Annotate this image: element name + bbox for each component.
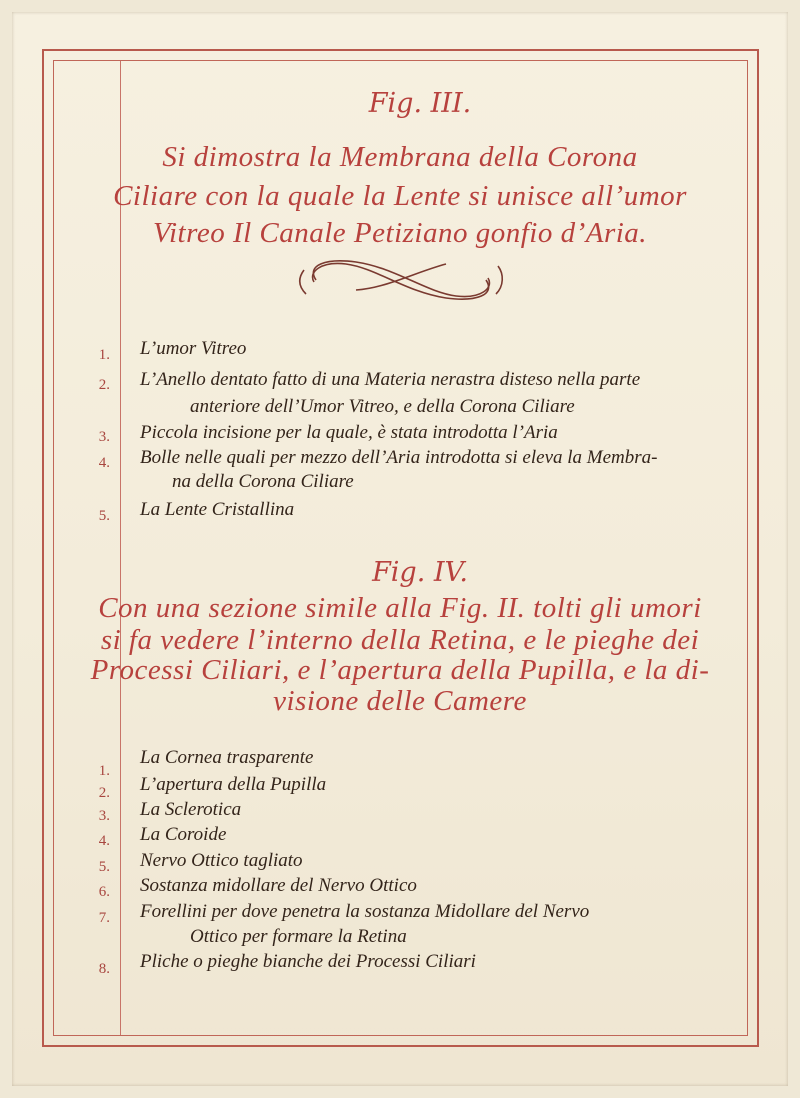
fig4-item-number: 3. bbox=[98, 808, 110, 824]
fig3-item-text: La Lente Cristallina bbox=[140, 499, 295, 520]
fig3-heading-line-2: Ciliare con la quale la Lente si unisce all’umor bbox=[113, 180, 687, 212]
fig4-item-number: 2. bbox=[98, 785, 110, 801]
fig3-heading-line-1: Si dimostra la Membrana della Corona bbox=[162, 141, 638, 173]
fig3-item-number: 3. bbox=[98, 429, 110, 445]
fig3-item-number: 2. bbox=[98, 377, 110, 393]
fig3-item-text: L’umor Vitreo bbox=[140, 338, 247, 359]
fig3-title: Fig. III. bbox=[368, 88, 472, 119]
fig3-item-number: 4. bbox=[98, 455, 110, 471]
fig4-item-text: La Coroide bbox=[140, 824, 227, 845]
fig3-item-text: Piccola incisione per la quale, è stata introdotta l’Aria bbox=[140, 422, 558, 443]
fig4-item-number: 7. bbox=[98, 910, 110, 926]
fig4-heading-line-1: Con una sezione simile alla Fig. II. tolti gli umori bbox=[98, 592, 702, 624]
fig3-item-text: L’Anello dentato fatto di una Materia nerastra disteso nella parte bbox=[140, 369, 641, 390]
fig4-item-number: 4. bbox=[98, 833, 110, 849]
fig4-heading-line-2: si fa vedere l’interno della Retina, e le pieghe dei bbox=[100, 624, 700, 656]
fig3-item-number: 1. bbox=[98, 347, 110, 363]
fig4-item-text-cont: Ottico per formare la Retina bbox=[190, 926, 407, 947]
calligraphic-flourish-icon bbox=[296, 250, 506, 310]
fig4-item-number: 5. bbox=[98, 859, 110, 875]
fig4-item-text: Sostanza midollare del Nervo Ottico bbox=[140, 875, 417, 896]
fig4-title: Fig. IV. bbox=[372, 557, 468, 588]
fig4-item-text: La Cornea trasparente bbox=[140, 747, 314, 768]
fig4-item-number: 1. bbox=[98, 763, 110, 779]
fig4-item-text: Pliche o pieghe bianche dei Processi Ciliari bbox=[140, 951, 476, 972]
fig3-item-text-cont: na della Corona Ciliare bbox=[172, 471, 354, 492]
fig4-item-text: Forellini per dove penetra la sostanza Midollare del Nervo bbox=[140, 901, 590, 922]
fig3-item-text-cont: anteriore dell’Umor Vitreo, e della Corona Ciliare bbox=[190, 396, 575, 417]
fig4-item-number: 6. bbox=[98, 884, 110, 900]
fig4-heading-line-3: Processi Ciliari, e l’apertura della Pupilla, e la di- bbox=[90, 654, 710, 686]
fig3-item-number: 5. bbox=[98, 508, 110, 524]
fig3-heading-line-3: Vitreo Il Canale Petiziano gonfio d’Aria. bbox=[152, 217, 648, 249]
fig4-item-text: L’apertura della Pupilla bbox=[140, 774, 327, 795]
fig4-item-text: La Sclerotica bbox=[140, 799, 242, 820]
fig3-item-text: Bolle nelle quali per mezzo dell’Aria introdotta si eleva la Membra- bbox=[140, 447, 658, 468]
fig4-item-text: Nervo Ottico tagliato bbox=[140, 850, 303, 871]
fig4-item-number: 8. bbox=[98, 961, 110, 977]
fig4-heading-line-4: visione delle Camere bbox=[273, 685, 527, 717]
